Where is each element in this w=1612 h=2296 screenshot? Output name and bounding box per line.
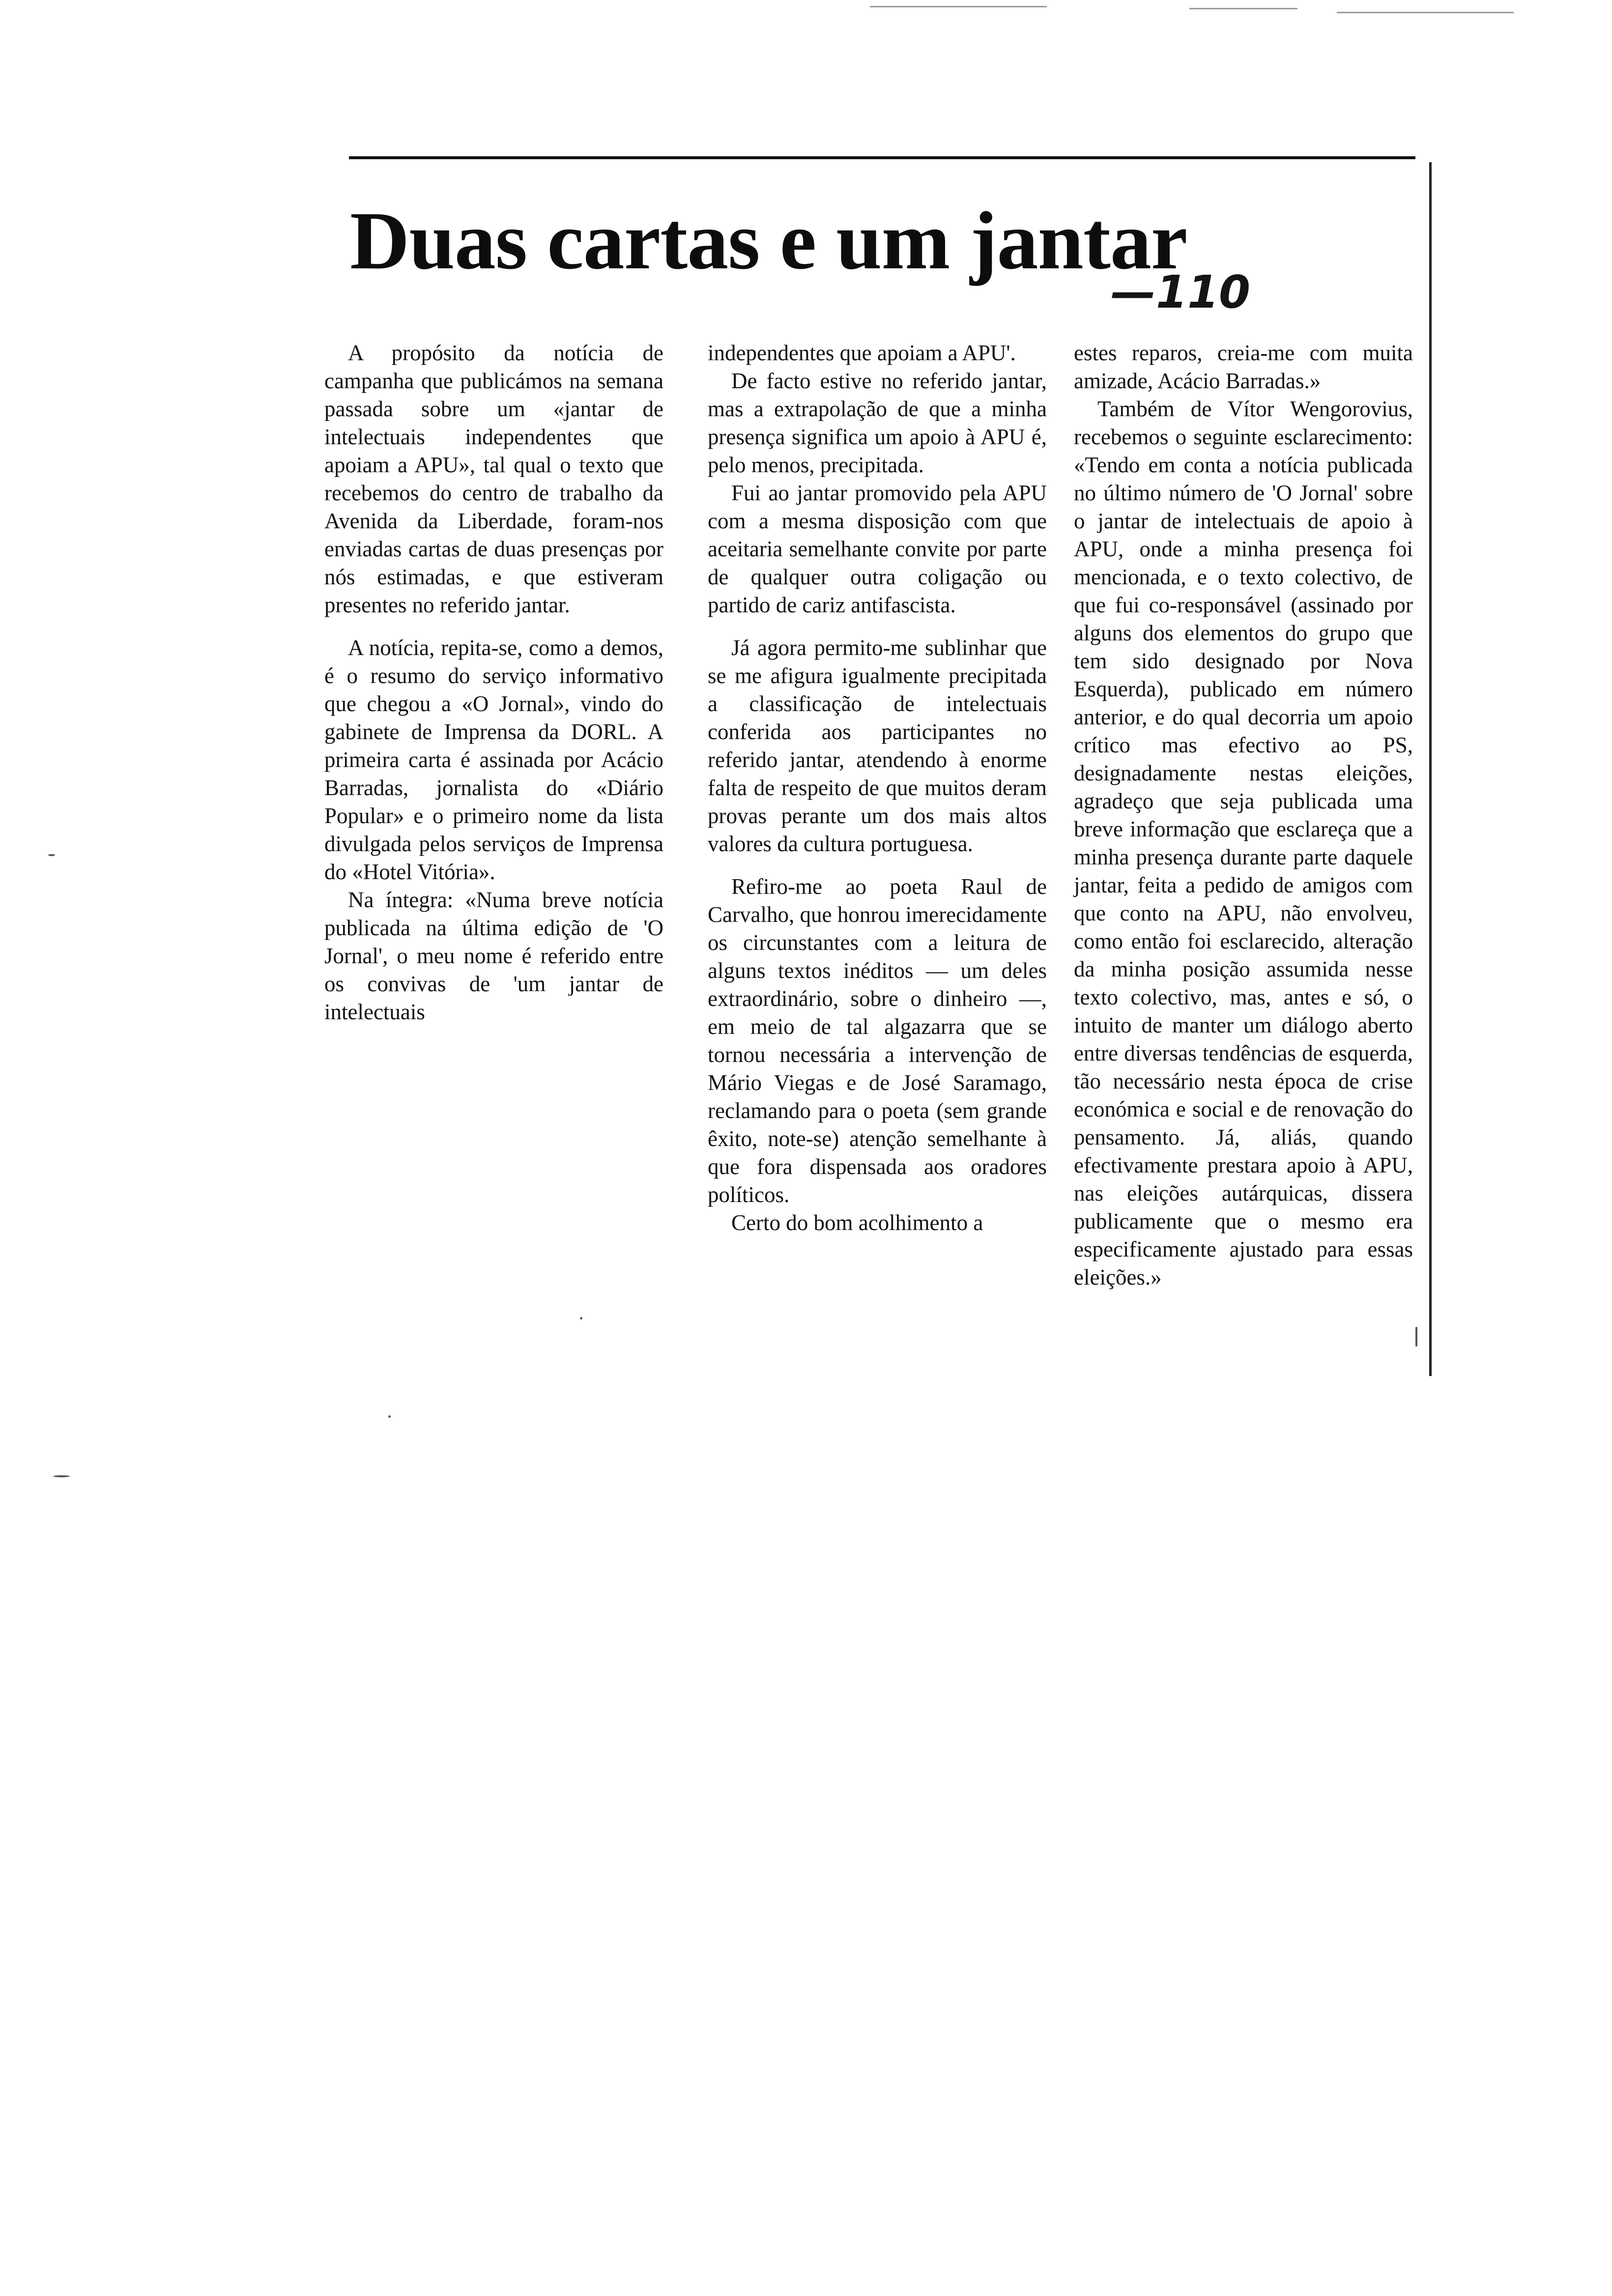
paragraph: Já agora permito-me sublinhar que se me afigura igualmente precipitada a classificação de intelectuais conferida aos participantes no referido jantar, atendendo à enorme falta de respeito de que muitos deram provas perante um dos mais altos valores da cultura portuguesa. bbox=[708, 635, 1047, 856]
article-column-1 bbox=[324, 339, 663, 1026]
paragraph: De facto estive no referido jantar, mas a extrapolação de que a minha presença significa um apoio à APU é, pelo menos, precipitada. bbox=[708, 369, 1047, 477]
handwritten-annotation: —110 bbox=[1111, 266, 1251, 318]
article-column-3 bbox=[1074, 339, 1413, 1292]
paragraph: A notícia, repita-se, como a demos, é o resumo do serviço informativo que chegou a «O Jornal», vindo do gabinete de Imprensa da DORL. A primeira carta é assinada por Acácio Barradas, jornalista do «Diário Popular» e o primeiro nome da lista divulgada pelos serviços de Imprensa do «Hotel Vitória». bbox=[324, 635, 663, 884]
top-rule bbox=[349, 156, 1415, 159]
scan-edge-line bbox=[1189, 8, 1297, 9]
scan-edge-line bbox=[1337, 12, 1514, 13]
paragraph: estes reparos, creia-me com muita amizade, Acácio Barradas.» bbox=[1074, 341, 1413, 393]
scan-speck bbox=[580, 1317, 582, 1320]
paragraph: Na íntegra: «Numa breve notícia publicada na última edição de 'O Jornal', o meu nome é referido entre os convivas de 'um jantar de intelectuais bbox=[324, 888, 663, 1024]
scan-speck bbox=[388, 1415, 391, 1418]
paragraph: Fui ao jantar promovido pela APU com a mesma disposição com que aceitaria semelhante convite por parte de qualquer outra coligação ou partido de cariz antifascista. bbox=[708, 481, 1047, 617]
scan-speck bbox=[1415, 1327, 1417, 1347]
scan-speck bbox=[48, 854, 55, 856]
scan-edge-line bbox=[870, 6, 1047, 7]
paragraph: A propósito da notícia de campanha que publicámos na semana passada sobre um «jantar de intelectuais independentes que apoiam a APU», tal qual o texto que recebemos do centro de trabalho da Avenida da Liberdade, foram-nos enviadas cartas de duas presenças por nós estimadas, e que estiveram presentes no referido jantar. bbox=[324, 341, 663, 617]
right-margin-rule bbox=[1429, 162, 1432, 1376]
paragraph: Certo do bom acolhimento a bbox=[731, 1210, 983, 1235]
scan-speck bbox=[53, 1475, 70, 1477]
headline: Duas cartas e um jantar bbox=[350, 195, 1187, 287]
paragraph: Refiro-me ao poeta Raul de Carvalho, que honrou imerecidamente os circunstantes com a leitura de alguns textos inéditos — um deles extraordinário, sobre o dinheiro —, em meio de tal algazarra que se tornou necessária a intervenção de Mário Viegas e de José Saramago, reclamando para o poeta (sem grande êxito, note-se) atenção semelhante à que fora dispensada aos oradores políticos. bbox=[708, 874, 1047, 1207]
article-column-2 bbox=[708, 339, 1047, 1237]
paragraph: Também de Vítor Wengorovius, recebemos o seguinte esclarecimento: «Tendo em conta a notícia publicada no último número de 'O Jornal' sobre o jantar de intelectuais de apoio à APU, onde a minha presença foi mencionada, e o texto colectivo, de que fui co-responsável (assinado por alguns dos elementos do grupo que tem sido designado por Nova Esquerda), publicado em número anterior, e do qual decorria um apoio crítico mas efectivo ao PS, designadamente nestas eleições, agradeço que seja publicada uma breve informação que esclareça que a minha presença durante parte daquele jantar, feita a pedido de amigos com que conto na APU, não envolveu, como então foi esclarecido, alteração da minha posição assumida nesse texto colectivo, mas, antes e só, o intuito de manter um diálogo aberto entre diversas tendências de esquerda, tão necessário nesta época de crise económica e social e de renovação do pensamento. Já, aliás, quando efectivamente prestara apoio à APU, nas eleições autárquicas, dissera publicamente que o mesmo era especificamente ajustado para essas eleições.» bbox=[1074, 397, 1413, 1290]
paragraph: independentes que apoiam a APU'. bbox=[708, 341, 1016, 365]
